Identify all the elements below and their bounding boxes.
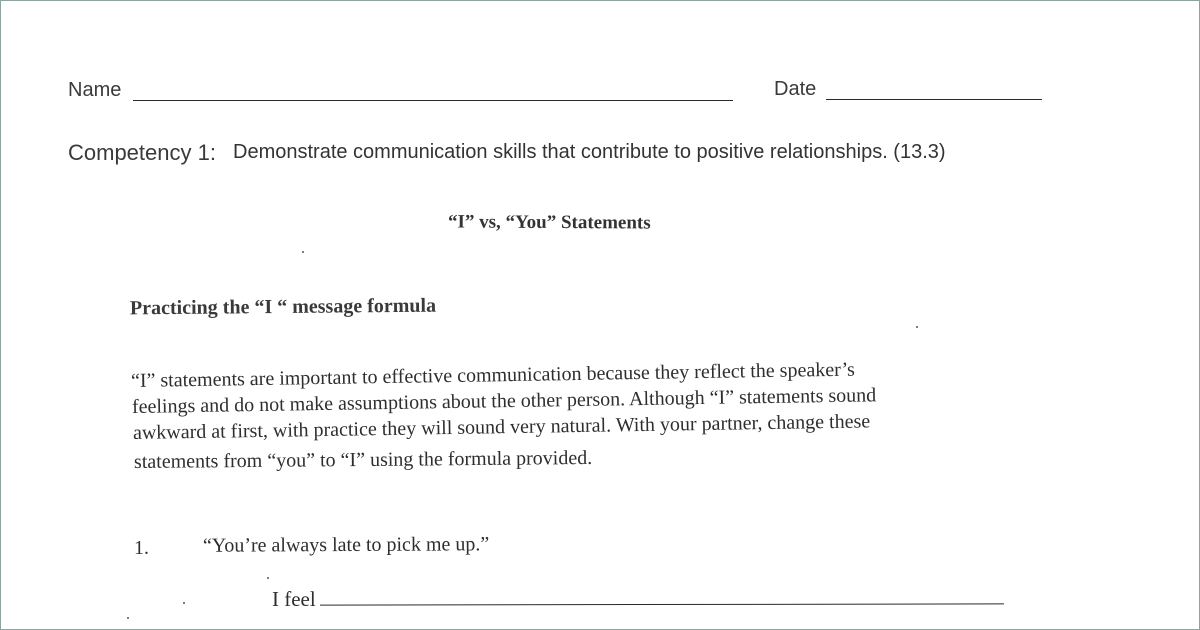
name-field-line[interactable] xyxy=(133,100,733,101)
answer-prompt: I feel xyxy=(272,587,316,611)
scan-speck xyxy=(916,326,918,328)
question-number: 1. xyxy=(134,537,149,559)
name-label: Name xyxy=(68,79,122,101)
section-heading: Practicing the “I “ message formula xyxy=(129,294,437,320)
competency-text: Demonstrate communication skills that contribute to positive relationships. (13.3) xyxy=(233,141,946,163)
paragraph-line: statements from “you” to “I” using the formula provided. xyxy=(133,447,593,473)
paragraph-line: awkward at first, with practice they will sound very natural. With your partner, change these xyxy=(132,410,871,444)
scan-speck xyxy=(302,251,304,253)
question-statement: “You’re always late to pick me up.” xyxy=(202,533,490,557)
scan-speck xyxy=(183,602,185,604)
date-field-line[interactable] xyxy=(826,99,1042,100)
paragraph-line: “I” statements are important to effective communication because they reflect the speaker’s xyxy=(130,358,856,392)
date-label: Date xyxy=(774,78,817,100)
worksheet-title: “I” vs, “You” Statements xyxy=(447,211,651,234)
scan-speck xyxy=(267,577,269,579)
competency-label: Competency 1: xyxy=(68,140,216,165)
paragraph-line: feelings and do not make assumptions about the other person. Although “I” statements sound xyxy=(131,384,877,418)
scan-speck xyxy=(127,617,129,619)
